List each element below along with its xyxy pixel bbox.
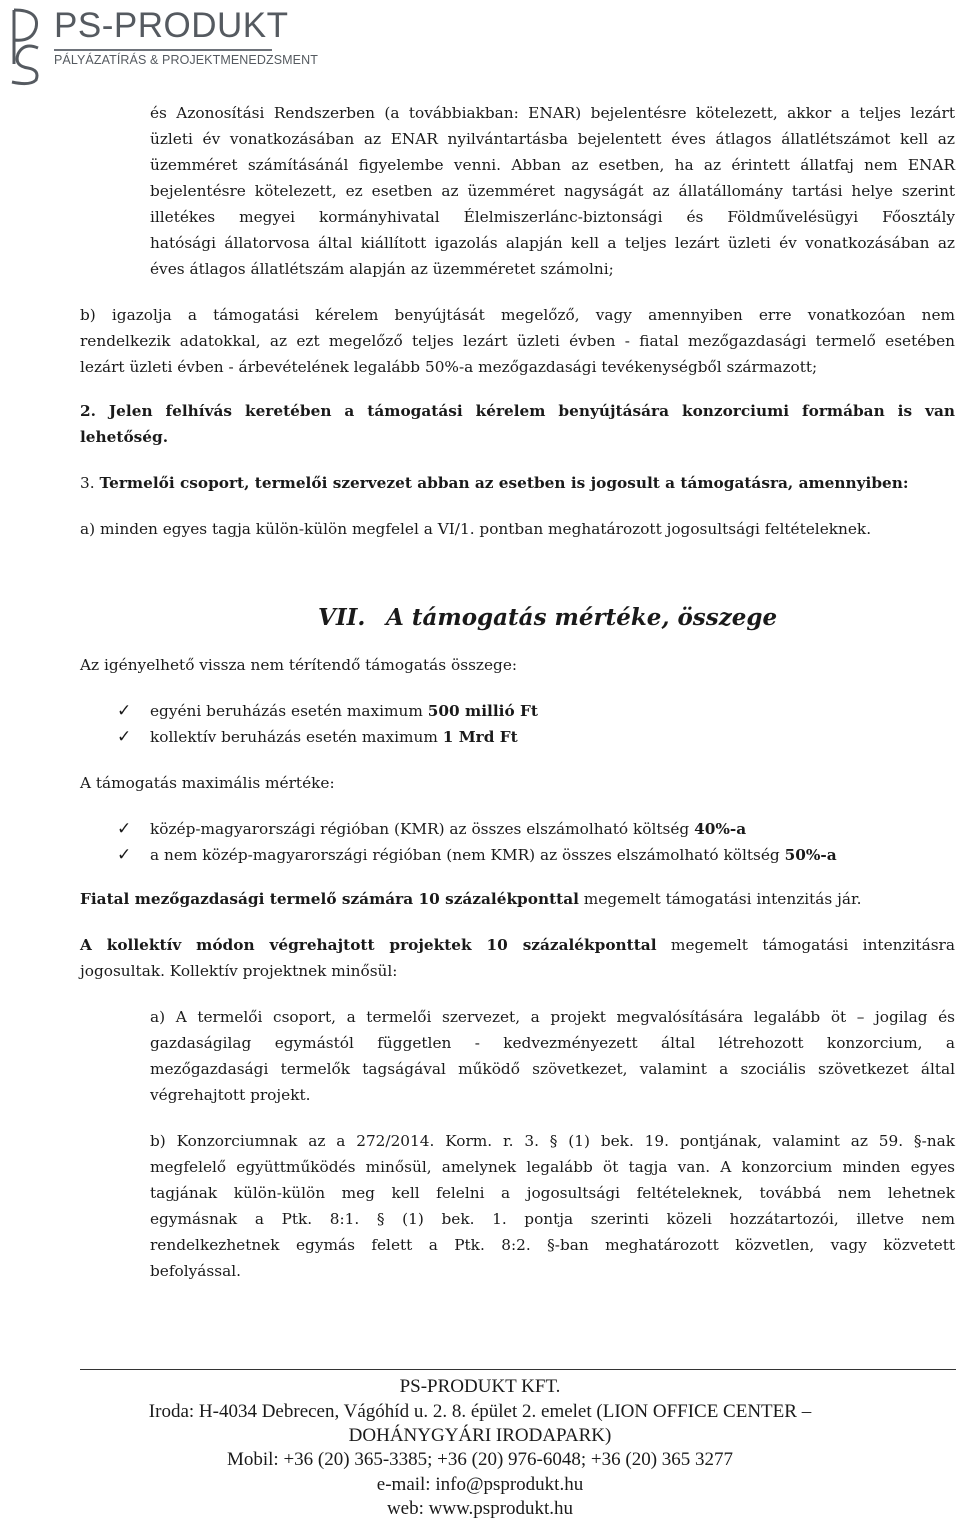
footer-office: Iroda: H-4034 Debrecen, Vágóhíd u. 2. 8. épület 2. emelet (LION OFFICE CENTER – xyxy=(148,1401,812,1422)
company-logo xyxy=(6,4,318,86)
paragraph-line: üzemméret számításánál figyelembe venni. Abban az esetben, ha az érintett állatfaj nem ENAR xyxy=(150,156,955,174)
checkmark-icon: ✓ xyxy=(117,845,132,865)
list-item-value: 50%-a xyxy=(784,846,837,864)
point-3-number: 3. xyxy=(80,474,95,492)
list-item-text: közép-magyarországi régióban (KMR) az összes elszámolható költség xyxy=(150,820,695,838)
list-item-text: kollektív beruházás esetén maximum xyxy=(150,728,443,746)
section-heading xyxy=(318,604,777,631)
collective-line xyxy=(80,932,955,958)
list-item xyxy=(150,698,538,724)
paragraph-line: b) igazolja a támogatási kérelem benyújtását megelőző, vagy amennyiben erre vonatkozóan nem xyxy=(80,306,955,324)
collective-bold: A kollektív módon végrehajtott projektek 10 százalékponttal xyxy=(80,936,657,954)
footer-web[interactable]: web: www.psprodukt.hu xyxy=(386,1498,574,1519)
paragraph-line: lezárt üzleti évben - árbevételének legalább 50%-a mezőgazdasági tevékenységből származott; xyxy=(80,358,818,376)
checkmark-icon: ✓ xyxy=(117,819,132,839)
paragraph-line: a) A termelői csoport, a termelői szervezet, a projekt megvalósítására legalább öt – jogilag és xyxy=(150,1008,955,1026)
paragraph-line: b) Konzorciumnak az a 272/2014. Korm. r. 3. § (1) bek. 19. pontjának, valamint az 59. §-nak xyxy=(150,1132,955,1150)
collective-rest: megemelt támogatási intenzitásra xyxy=(656,936,955,954)
footer-company: PS-PRODUKT KFT. xyxy=(399,1376,561,1397)
paragraph-line: tagjának külön-külön meg kell felelni a jogosultsági feltételeknek, továbbá nem lehetnek xyxy=(150,1184,955,1202)
point-3a: a) minden egyes tagja külön-külön megfelel a VI/1. pontban meghatározott jogosultsági feltételeknek. xyxy=(80,520,872,538)
paragraph-line: és Azonosítási Rendszerben (a továbbiakban: ENAR) bejelentésre kötelezett, akkor a teljes lezárt xyxy=(150,104,955,122)
checkmark-icon: ✓ xyxy=(117,727,132,747)
logo-divider xyxy=(54,49,272,51)
list-item xyxy=(150,724,518,750)
young-farmer-rest: megemelt támogatási intenzitás jár. xyxy=(578,890,862,908)
list-item-value: 1 Mrd Ft xyxy=(442,728,518,746)
point-2-line: lehetőség. xyxy=(80,428,169,446)
paragraph-line: végrehajtott projekt. xyxy=(150,1086,311,1104)
paragraph-line: illetékes megyei kormányhivatal Élelmiszerlánc-biztonsági és Földművelésügyi Főosztály xyxy=(150,208,955,226)
checkmark-icon: ✓ xyxy=(117,701,132,721)
logo-name: PS-PRODUKT xyxy=(54,6,289,45)
amount-intro: Az igényelhető vissza nem térítendő támogatás összege: xyxy=(80,656,518,674)
point-3 xyxy=(80,470,909,496)
paragraph-line: üzleti év vonatkozásában az ENAR nyilvántartásba bejelentett éves átlagos állatlétszámot kell az xyxy=(150,130,955,148)
logo-tagline: PÁLYÁZATÍRÁS & PROJEKTMENEDZSMENT xyxy=(54,53,318,67)
footer-office: DOHÁNYGYÁRI IRODAPARK) xyxy=(348,1425,612,1446)
list-item-value: 40%-a xyxy=(694,820,747,838)
paragraph-line: gazdaságilag egymástól független - kedvezményezett által létrehozott konzorcium, a xyxy=(150,1034,955,1052)
paragraph-line: megfelelő együttműködés minősül, amelynek legalább öt tagja van. A konzorcium minden egyes xyxy=(150,1158,955,1176)
paragraph-line: befolyással. xyxy=(150,1262,241,1280)
paragraph-line: rendelkezik adatokkal, az ezt megelőző teljes lezárt üzleti évben - fiatal mezőgazdasági termelő esetében xyxy=(80,332,955,350)
list-item xyxy=(150,842,837,868)
paragraph-line: rendelkezhetnek egymás felett a Ptk. 8:2. §-ban meghatározott közvetlen, vagy közvetett xyxy=(150,1236,955,1254)
list-item-text: a nem közép-magyarországi régióban (nem KMR) az összes elszámolható költség xyxy=(150,846,785,864)
list-item-text: egyéni beruházás esetén maximum xyxy=(150,702,428,720)
paragraph-line: mezőgazdasági termelők tagságával működő szövetkezet, valamint a szociális szövetkezet által xyxy=(150,1060,955,1078)
paragraph-line: hatósági állatorvosa által kiállított igazolás alapján kell a teljes lezárt üzleti év vonatkozásában az xyxy=(150,234,955,252)
paragraph-line: éves átlagos állatlétszám alapján az üzemméretet számolni; xyxy=(150,260,614,278)
paragraph-line: egymásnak a Ptk. 8:1. § (1) bek. 1. pontja szerinti közeli hozzátartozói, illetve nem xyxy=(150,1210,955,1228)
ps-logo-mark-icon xyxy=(6,4,46,86)
collective-line: jogosultak. Kollektív projektnek minősül: xyxy=(80,962,398,980)
point-2-line: 2. Jelen felhívás keretében a támogatási kérelem benyújtására konzorciumi formában is van xyxy=(80,402,955,420)
list-item xyxy=(150,816,746,842)
footer-phone: Mobil: +36 (20) 365-3385; +36 (20) 976-6048; +36 (20) 365 3277 xyxy=(226,1449,734,1470)
section-title: A támogatás mértéke, összege xyxy=(386,604,778,631)
footer-divider xyxy=(80,1369,956,1370)
list-item-value: 500 millió Ft xyxy=(427,702,538,720)
section-number: VII. xyxy=(318,604,366,631)
young-farmer-note xyxy=(80,886,862,912)
rate-intro: A támogatás maximális mértéke: xyxy=(80,774,335,792)
point-3-text: Termelői csoport, termelői szervezet abban az esetben is jogosult a támogatásra, amennyiben: xyxy=(99,474,909,492)
footer-email[interactable]: e-mail: info@psprodukt.hu xyxy=(376,1474,584,1495)
paragraph-line: bejelentésre kötelezett, ez esetben az üzemméret nagyságát az állatállomány tartási helye szerint xyxy=(150,182,955,200)
young-farmer-bold: Fiatal mezőgazdasági termelő számára 10 százalékponttal xyxy=(80,890,579,908)
